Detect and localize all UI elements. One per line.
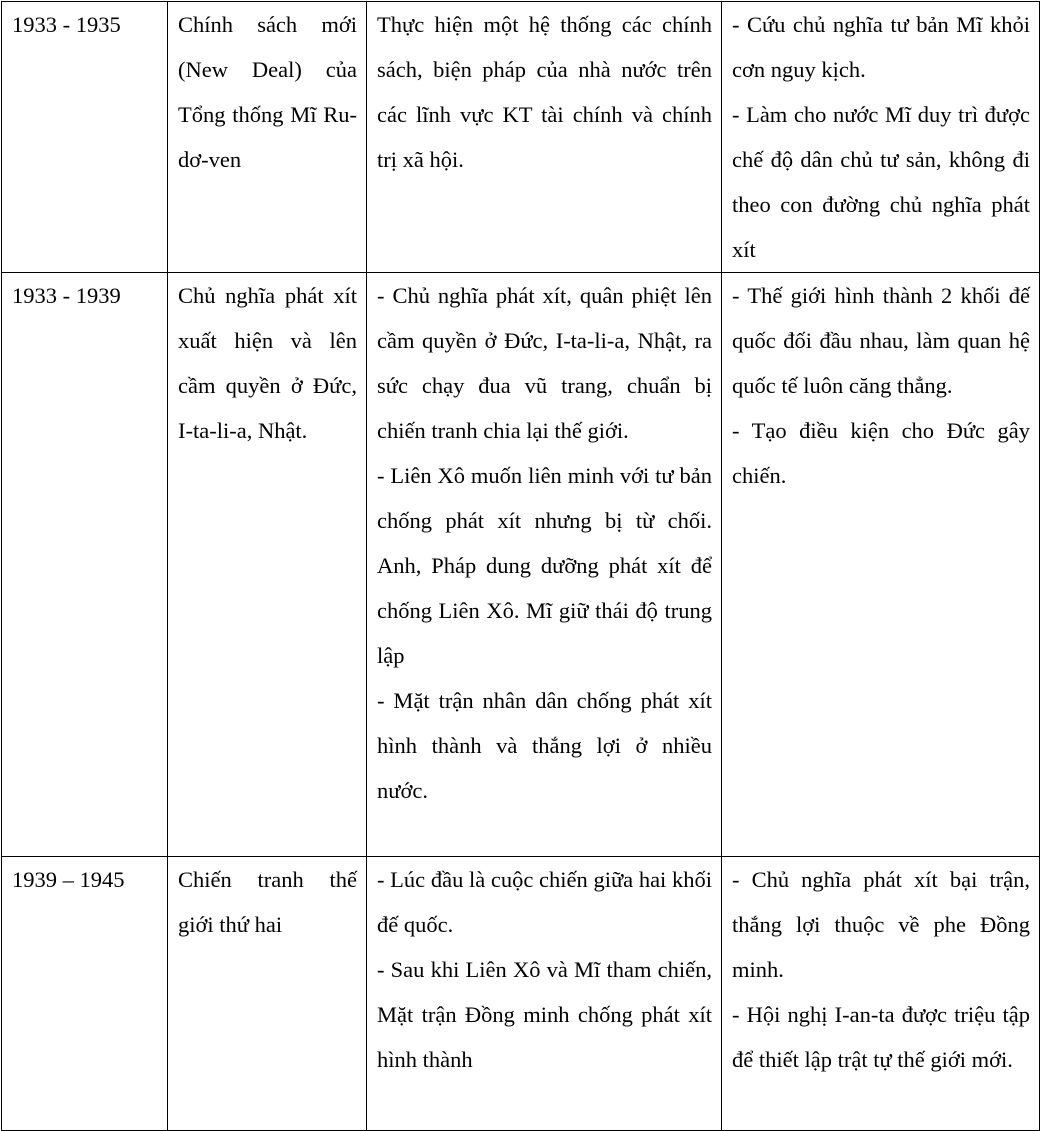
content-text: - Liên Xô muốn liên minh với tư bản chống phát xít nhưng bị từ chối. Anh, Pháp dung dưỡng phát xít để chống Liên Xô. Mĩ giữ thái độ trung lập <box>377 463 712 668</box>
content-text: - Chủ nghĩa phát xít, quân phiệt lên cầm quyền ở Đức, I-ta-li-a, Nhật, ra sức chạy đua vũ trang, chuẩn bị chiến tranh chia lại thế giới. <box>377 283 712 443</box>
history-table <box>1 1 1040 1131</box>
result-text: - Hội nghị I-an-ta được triệu tập để thiết lập trật tự thế giới mới. <box>732 1002 1030 1072</box>
table-row <box>2 273 1040 857</box>
event-cell <box>168 273 367 857</box>
result-text: - Cứu chủ nghĩa tư bản Mĩ khỏi cơn nguy kịch. <box>732 12 1030 82</box>
result-cell <box>722 857 1040 1131</box>
period-cell: 1933 - 1939 <box>2 273 168 857</box>
table-row <box>2 857 1040 1131</box>
result-text: - Làm cho nước Mĩ duy trì được chế độ dân chủ tư sản, không đi theo con đường chủ nghĩa phát xít <box>732 102 1030 262</box>
event-cell <box>168 2 367 273</box>
period-cell: 1939 – 1945 <box>2 857 168 1131</box>
content-text: - Sau khi Liên Xô và Mĩ tham chiến, Mặt trận Đồng minh chống phát xít hình thành <box>377 957 712 1072</box>
content-cell <box>367 2 722 273</box>
result-text: - Chủ nghĩa phát xít bại trận, thắng lợi thuộc về phe Đồng minh. <box>732 867 1030 982</box>
content-cell <box>367 273 722 857</box>
period-cell: 1933 - 1935 <box>2 2 168 273</box>
result-text: - Tạo điều kiện cho Đức gây chiến. <box>732 418 1030 488</box>
content-text: - Mặt trận nhân dân chống phát xít hình thành và thắng lợi ở nhiều nước. <box>377 688 712 803</box>
event-text: Chủ nghĩa phát xít xuất hiện và lên cầm quyền ở Đức, I-ta-li-a, Nhật. <box>178 283 357 443</box>
event-cell <box>168 857 367 1131</box>
event-text: Chiến tranh thế giới thứ hai <box>178 867 357 937</box>
content-text: - Lúc đầu là cuộc chiến giữa hai khối đế quốc. <box>377 867 712 937</box>
content-cell <box>367 857 722 1131</box>
event-text: Chính sách mới (New Deal) của Tổng thống Mĩ Ru-dơ-ven <box>178 12 357 172</box>
result-cell <box>722 2 1040 273</box>
table-row <box>2 2 1040 273</box>
result-cell <box>722 273 1040 857</box>
content-text: Thực hiện một hệ thống các chính sách, biện pháp của nhà nước trên các lĩnh vực KT tài chính và chính trị xã hội. <box>377 12 712 172</box>
result-text: - Thế giới hình thành 2 khối đế quốc đối đầu nhau, làm quan hệ quốc tế luôn căng thẳng. <box>732 283 1030 398</box>
